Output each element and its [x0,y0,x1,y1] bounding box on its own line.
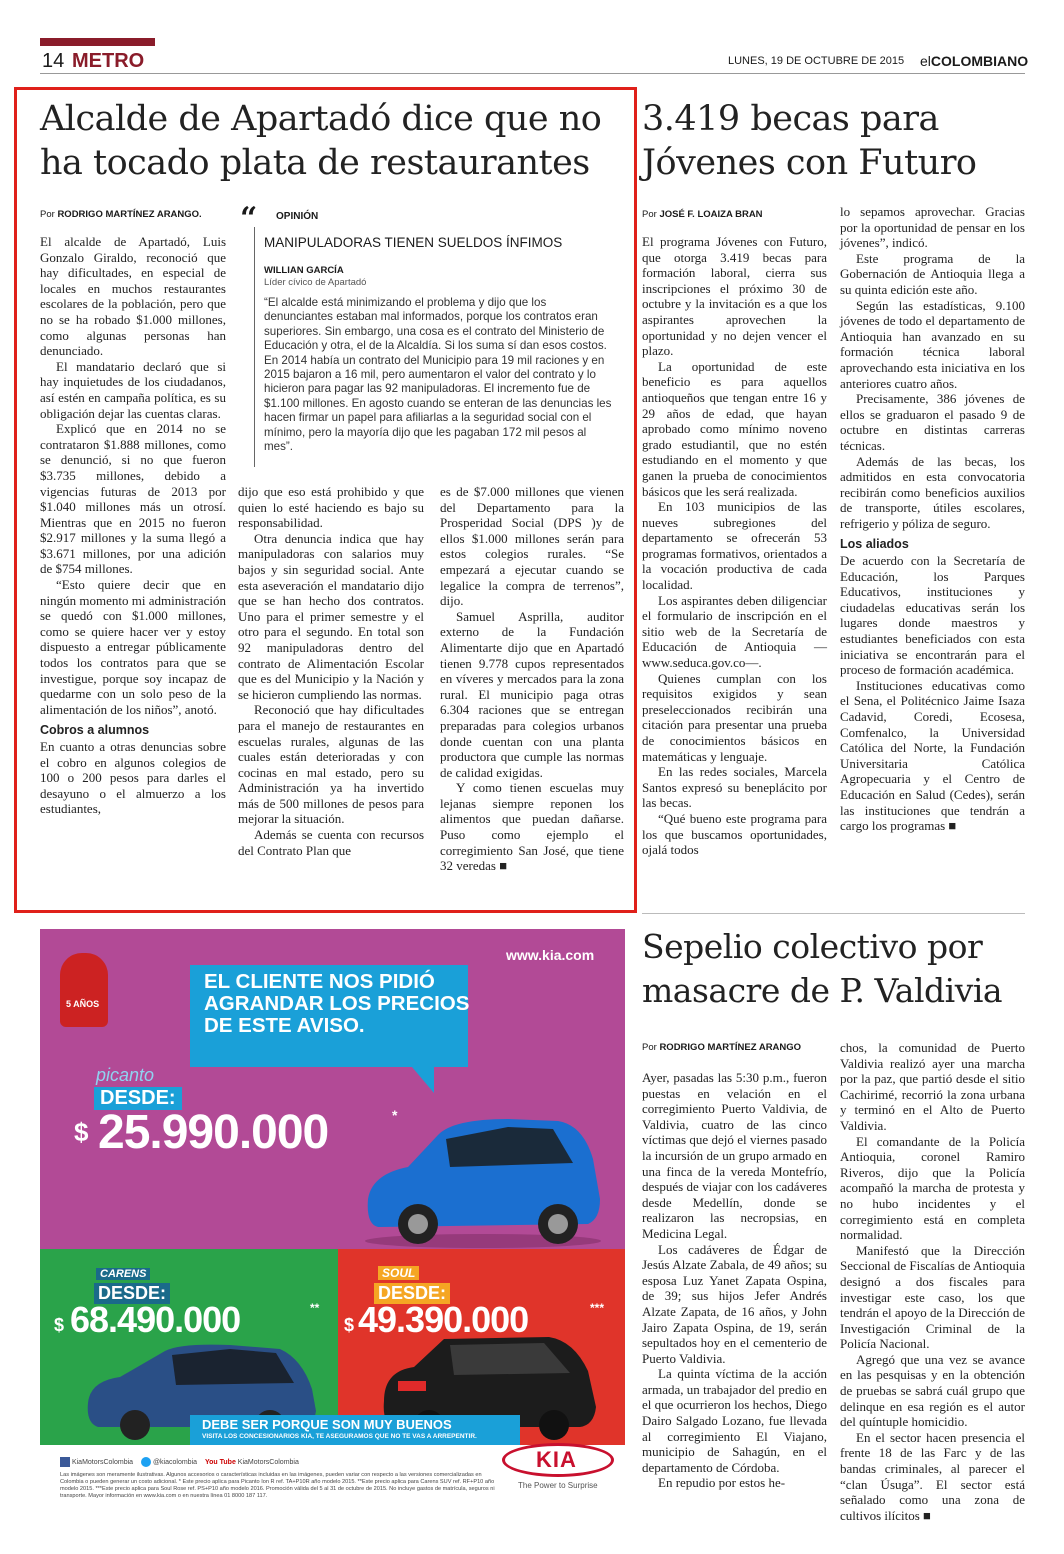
paragraph: Y como tienen escuelas muy lejanas siempre reponen los alimentos que puedan dañarse. Puso como ejemplo el corregimiento San José, que tiene 32 veredas ■ [440,780,624,874]
opinion-box [240,201,622,467]
carens-model: CARENS [96,1268,150,1280]
paragraph: Este programa de la Gobernación de Antioquia llega a su quinta edición este año. [840,250,1025,297]
article1-subhead: Cobros a alumnos [40,723,150,738]
youtube-handle[interactable]: KiaMotorsColombia [237,1458,299,1466]
tagline-sub: VISITA LOS CONCESIONARIOS KIA, TE ASEGURAMOS QUE NO TE VAS A ARREPENTIR. [202,1433,477,1440]
paragraph: chos, la comunidad de Puerto Valdivia realizó ayer una marcha por la paz, que partió desde el sitio Cachirimé, recorrió la zona urbana y terminó en el Alto de Puerto Valdivia. [840,1040,1025,1133]
paragraph: En cuanto a otras denuncias sobre el cobro en algunos colegios de 100 o 200 pesos para darles el desayuno o el almuerzo a los estudiantes, [40,739,226,817]
paragraph: El mandatario declaró que si hay inquietudes de los ciudadanos, así estén en campaña política, es su obligación dejar las cuentas claras. [40,358,226,421]
article1-column-3 [440,484,624,874]
kia-logo-text: KIA [536,1447,577,1472]
kia-advertisement[interactable] [40,929,625,1531]
article3-column-1 [642,1070,827,1491]
article1-title-line2: ha tocado plata de restaurantes [40,143,590,183]
section-name: METRO [72,50,145,72]
paragraph: “Esto quiere decir que en ningún momento mi administración se quedó con $1.000 millones, como se quiere hacer ver y estoy dispuesto a entregar públicamente todos los contratos para que se investigue, porque soy incapaz de quedarme con un solo peso de la alimentación de los niños”, anotó. [40,577,226,717]
section-divider [642,913,1025,914]
anniversary-hand-icon [60,953,108,1027]
paragraph: De acuerdo con la Secretaría de Educación, los Parques Educativos, instituciones y ciudadelas educativas serán los lugares donde maestros y estudiantes beneficiados con esta iniciativa se encontrarán para el proceso de formación académica. [840,553,1025,678]
quote-icon: “ [240,201,258,236]
twitter-icon[interactable] [141,1457,151,1467]
article1-title-line1: Alcalde de Apartadó dice que no [40,99,602,139]
paragraph: lo sepamos aprovechar. Gracias por la oportunidad de pensar en los jóvenes”, indicó. [840,204,1025,251]
paragraph: Agregó que una vez se avance en las pesquisas y en la obtención de pruebas se sabrá cuál grupo que delinque en esa región es el autor del quíntuple homicidio. [840,1351,1025,1430]
byline-prefix: Por [642,209,657,220]
paragraph: El comandante de la Policía Antioquia, coronel Ramiro Riveros, dijo que la Policía acompañó la marcha de protesta y no hubo incidentes y el corregimiento está en completa normalidad. [840,1133,1025,1243]
article2-byline [642,209,763,220]
paragraph: es de $7.000 millones que vienen del Departamento para la Prosperidad Social (DPS )y de ellos $1.000 millones serán para estos colegios rurales. “Se empezará a ejecutar cuando se legalice la compra de terrenos”, dijo. [440,484,624,609]
paragraph: Ayer, pasadas las 5:30 p.m., fueron puestas en velación en el corregimiento Puerto Valdivia, de Valdivia, cuatro de las cinco víctimas que dejó el viernes pasado la incursión de un grupo armado en una finca de la vereda Montefrío, después de viajar con los cadáveres desde Medellín, donde se realizaron las necropsias, en Medicina Legal. [642,1070,827,1241]
picanto-price: 25.990.000 [98,1106,329,1159]
byline-author: RODRIGO MARTÍNEZ ARANGO [659,1042,802,1053]
bubble-line-2: AGRANDAR LOS PRECIOS [204,992,470,1015]
ad-fineprint: Las imágenes son meramente ilustrativas. Algunos accesorios o características incluidas en las imágenes, pueden variar con respecto a las versiones comercializadas en Colombia o pueden generar un costo adicional. * Este precio aplica para Picanto Ion R ref. TA+P10R año modelo 2015. **Este precio aplica para Carens SUV ref. RF+P10 año modelo 2015. ***Este precio aplica para Soul Rose ref. PS+P10 año modelo 2016. Promoción válida del 5 al 31 de octubre de 2015. No incluye gastos de matrícula, seguros ni transporte. Mayor información en www.kia.com o en nuestra línea 01 8000 187 117. [60,1472,495,1499]
paragraph: Reconoció que hay dificultades para el manejo de restaurantes en escuelas rurales, algunas de las cuales están deterioradas y con cocinas en mal estado, pero su Administración ya ha invertido más de 500 millones de pesos para mejorar la situación. [238,702,424,827]
header-rule [40,73,1025,74]
bubble-line-3: DE ESTE AVISO. [204,1014,365,1037]
page-number: 14 [42,50,65,72]
paragraph: Además de las becas, los admitidos en esta convocatoria recibirán como beneficios auxilios de transporte, útiles escolares, refrigerio y póliza de seguro. [840,453,1025,531]
carens-currency: $ [54,1315,65,1335]
kia-slogan: The Power to Surprise [518,1481,598,1490]
byline-prefix: Por [40,209,55,220]
article2-column-2 [840,204,1025,834]
paragraph: Precisamente, 386 jóvenes de ellos se graduaron el pasado 9 de octubre en distintas carreras técnicas. [840,391,1025,453]
carens-desde: DESDE: [94,1283,170,1304]
article3-column-2 [840,1040,1025,1523]
picanto-model: picanto [96,1065,155,1085]
byline-author: JOSÉ F. LOAIZA BRAN [659,209,763,220]
paragraph: Explicó que en 2014 no se contrataron $1.888 millones, como se denunció, si no que fueron $3.735 millones, debido a vigencias futuras de 2013 por $1.040 millones más un otrosí. Mientras que en 2015 no fueron $2.917 millones y la suma llegó a $3.671 millones, por una adición de $754 millones. [40,421,226,577]
picanto-note-mark: * [392,1107,398,1123]
paragraph: Samuel Asprilla, auditor externo de la Fundación Alimentarte dijo que en Apartadó tienen 9.778 cupos representados en víveres y mercados para la zona rural. El municipio paga otras 6.304 raciones que se entregan preparadas para colegios urbanos donde cuentan con una planta productora que cumple las normas de calidad exigidas. [440,608,624,780]
paragraph: En 103 municipios de las nueves subregiones del departamento se ofrecerán 53 programas formativos, orientados a la vocación productiva de cada localidad. [642,499,827,593]
anniversary-badge: 5 AÑOS [66,999,100,1009]
opinion-author: WILLIAN GARCÍA [264,265,344,276]
article3-title-line1: Sepelio colectivo por [642,927,983,966]
paragraph: Quienes cumplan con los requisitos exigidos y sean preseleccionados recibirán una citación para presentar una prueba de conocimientos básicos en matemáticas y lenguaje. [642,670,827,764]
newspaper-title: COLOMBIANO [930,53,1029,69]
byline-prefix: Por [642,1042,657,1053]
paragraph: En las redes sociales, Marcela Santos expresó su beneplácito por las becas. [642,764,827,811]
twitter-handle[interactable]: @kiacolombia [152,1458,198,1466]
paragraph: dijo que eso está prohibido y que quien lo esté haciendo es bajo su responsabilidad. [238,484,424,531]
picanto-desde: DESDE: [94,1087,182,1110]
paragraph: En repudio por estos he- [658,1475,786,1491]
soul-model: SOUL [378,1266,419,1280]
paragraph: Además se cuenta con recursos del Contrato Plan que [238,827,424,858]
article1-column-1 [40,234,226,817]
paragraph: La quinta víctima de la acción armada, un trabajador del predio en el que ocurrieron los hechos, Diego Dairo Salgado Lozano, fue llevada al corregimiento El Viajano, municipio de Sahagún, en el departamento de Córdoba. [642,1366,827,1475]
issue-date: LUNES, 19 DE OCTUBRE DE 2015 [728,55,905,67]
paragraph: Según las estadísticas, 9.100 jóvenes de todo el departamento de Antioquia han avanzado en su formación técnica laboral aprovechando esta iniciativa en los anteriores cuatro años. [840,297,1025,391]
soul-note-mark: *** [590,1301,605,1315]
bubble-line-1: EL CLIENTE NOS PIDIÓ [204,970,435,993]
paragraph: Otra denuncia indica que hay manipuladoras con salarios muy bajos y sin seguridad social. Ante esta aseveración el mandatario dijo que se han hecho dos contratos. Uno para el primer semestre y el otro para el segundo. En total son 92 manipuladoras dentro del contrato de Alimentación Escolar que es del Municipio y la Nación y se hicieron cumpliendo las normas. [238,530,424,702]
carens-note-mark: ** [310,1301,320,1315]
newspaper-name [920,53,1028,69]
newspaper-prefix: el [920,53,931,69]
paragraph: El programa Jóvenes con Futuro, que otorga 3.419 becas para formación laboral, cierra sus inscripciones el próximo 30 de octubre y la invitación es a que los aspirantes aprovechen la oportunidad y no dejen vencer el plazo. [642,234,827,359]
ad-url[interactable]: www.kia.com [506,947,595,963]
opinion-role: Líder cívico de Apartadó [264,277,367,288]
paragraph: La oportunidad de este beneficio es para aquellos antioqueños que tengan entre 16 y 29 años de edad, que hayan aprobado como mínimo noveno grado estudiantil, que no estén estudiando en el momento y que ganen la prueba de conocimientos básicos que les será realizada. [642,358,827,499]
article2-column-1 [642,234,827,858]
article2-title-line2: Jóvenes con Futuro [642,143,977,183]
facebook-icon[interactable] [60,1457,70,1467]
article3-byline [642,1042,801,1053]
youtube-icon[interactable]: You Tube [204,1458,236,1466]
paragraph: Instituciones educativas como el Sena, el Politécnico Jaime Isaza Cadavid, Coredi, Ecosesa, Comfenalco, la Universidad Católica del Norte, la Fundación Universitaria Católica Agropecuaria y el Centro de Educación en Salud (Cedes), serán las instituciones que tendrán a cargo los programas ■ [840,677,1025,834]
paragraph: “Qué bueno este programa para los que buscamos oportunidades, ojalá todos [642,810,827,858]
paragraph: En el sector hacen presencia el frente 18 de las Farc y de las bandas criminales, al parecer el “clan Úsuga”. El sector está señalado como una zona de cultivos ilícitos ■ [840,1429,1025,1523]
facebook-handle[interactable]: KiaMotorsColombia [71,1458,134,1466]
soul-desde: DESDE: [374,1283,450,1304]
carens-price: 68.490.000 [70,1299,241,1340]
social-links[interactable] [60,1457,299,1467]
soul-price: 49.390.000 [358,1299,529,1340]
article1-byline [40,209,202,220]
byline-author: RODRIGO MARTÍNEZ ARANGO. [57,209,202,220]
soul-currency: $ [344,1315,355,1335]
opinion-text: “El alcalde está minimizando el problema y dijo que los denunciantes estaban mal informados, porque los contratos eran superiores. Sin embargo, una cosa es el contrato del Ministerio de Educación y otra, el de la Alcaldía. Si los suma sí dan esos costos. En 2014 había un contrato del Municipio para 19 mil raciones y en 2015 bajaron a 16 mil, pero aumentaron el valor del contrato y lo hicieron para pagar las 92 manipuladoras. El incremento fue de $1.100 millones. En agosto cuando se enteran de las denuncias les hacen firmar un papel para afiliarlas a la seguridad social con el mínimo, pero la mayoría dijo que les pagaban 172 mil pesos al mes”. [264,296,612,454]
tagline: DEBE SER PORQUE SON MUY BUENOS [202,1417,452,1432]
section-color-bar [40,38,155,46]
picanto-car-image [358,1079,608,1249]
paragraph: Manifestó que la Dirección Seccional de Fiscalías de Antioquia designó a dos fiscales para investigar este caso, los que tendrán el apoyo de la Dirección de Investigación Criminal de la Policía Nacional. [840,1242,1025,1352]
article2-title-line1: 3.419 becas para [642,99,939,139]
article3-title-line2: masacre de P. Valdivia [642,971,1003,1010]
opinion-headline: MANIPULADORAS TIENEN SUELDOS ÍNFIMOS [264,235,563,250]
paragraph: Los cadáveres de Édgar de Jesús Alzate Zabala, de 49 años; su esposa Luz Yanet Zapata Ospina, de 39; sus hijos Jefer Andrés Alzate Zapata, de 16 años, y John Jairo Zapata Ospina, de 19, serán sepultados hoy en el cementerio de Puerto Valdivia. [642,1241,827,1366]
article2-subhead: Los aliados [840,537,909,552]
opinion-label: OPINIÓN [276,211,319,222]
paragraph: Los aspirantes deben diligenciar el formulario de inscripción en el sitio web de la Secretaría de Educación de Antioquia —www.seduca.gov.co—. [642,592,827,671]
article1-column-2 [238,484,424,858]
paragraph: El alcalde de Apartadó, Luis Gonzalo Giraldo, reconoció que hay dificultades, en especial de locales en muchos restaurantes escolares de la población, pero que no se ha robado $1.000 millones, como algunas personas han denunciado. [40,234,226,359]
picanto-currency: $ [74,1117,89,1147]
